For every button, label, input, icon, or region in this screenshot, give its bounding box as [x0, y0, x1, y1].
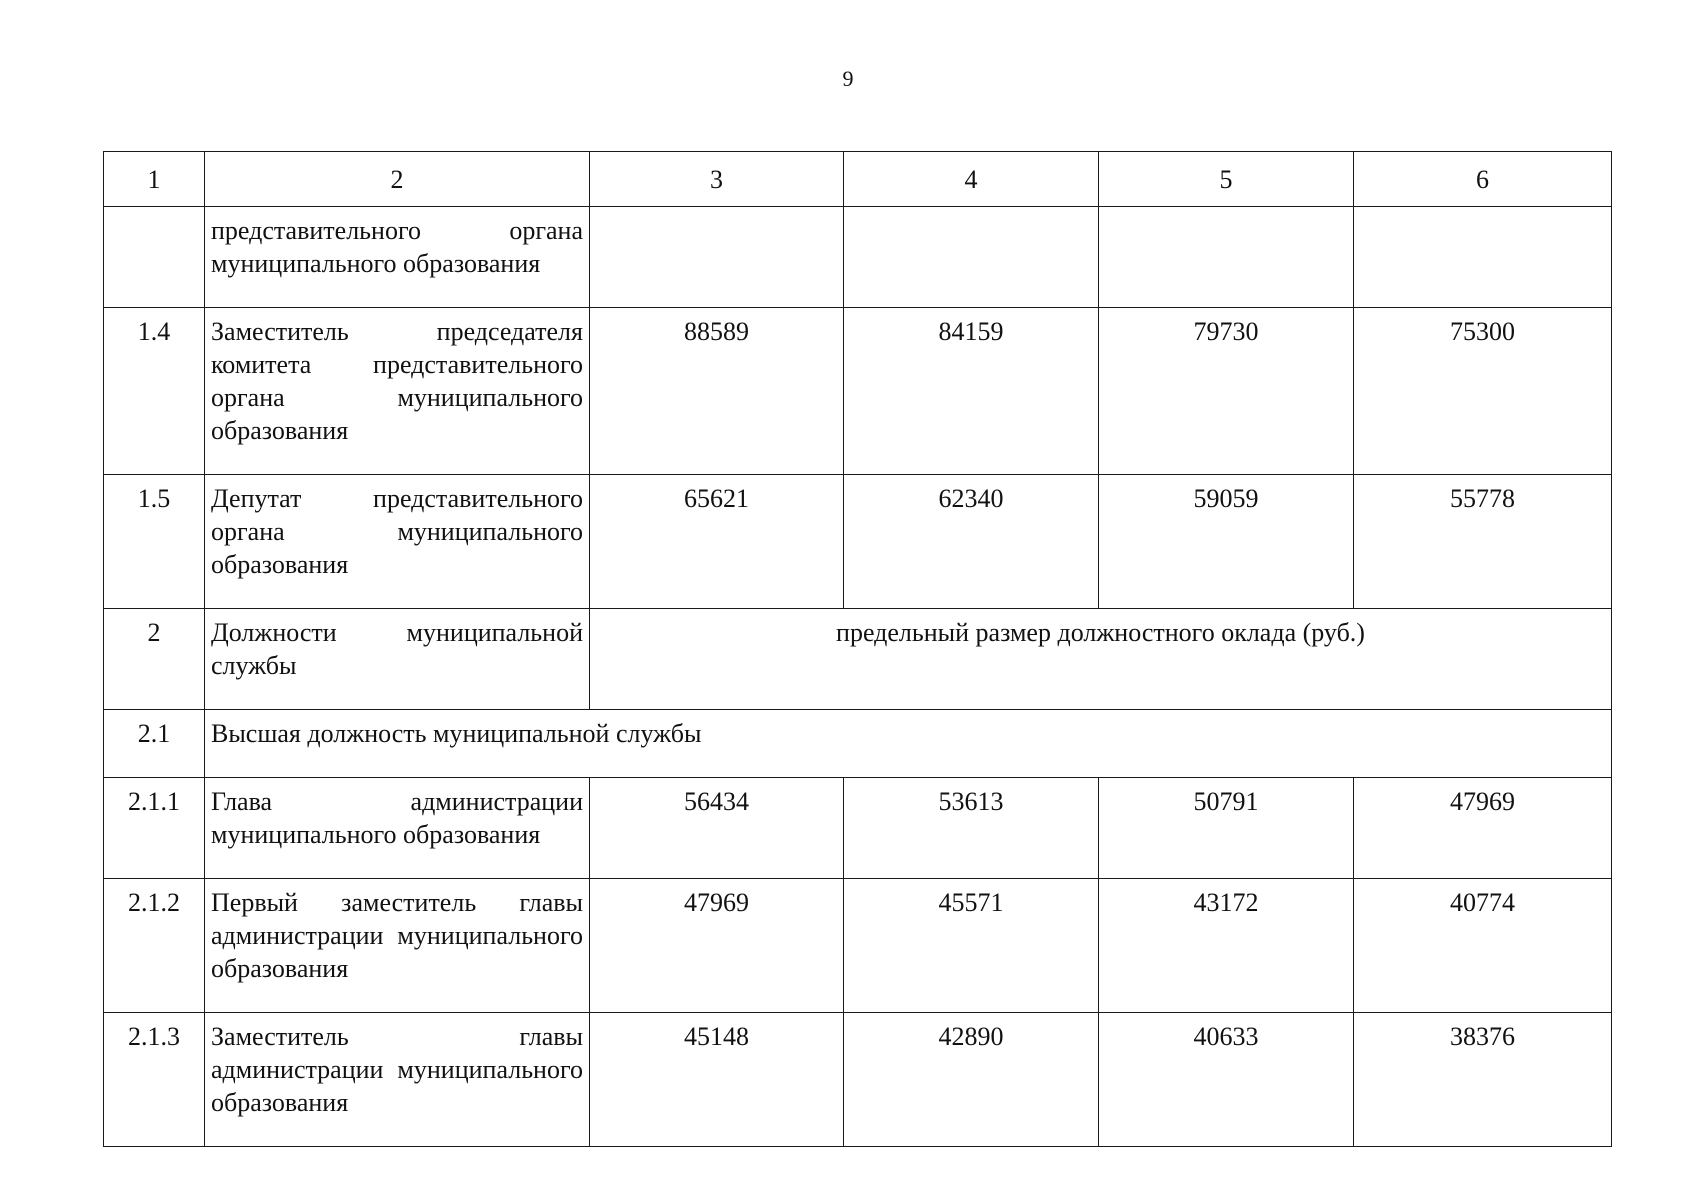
- value-cell: 79730: [1099, 308, 1354, 475]
- table-row: [104, 778, 1612, 879]
- header-cell: 5: [1099, 152, 1354, 207]
- row-number-cell: [104, 207, 205, 308]
- row-number-cell: 2: [104, 609, 205, 710]
- row-name-cell: Заместитель председателя комитета представительного органа муниципального образования: [205, 308, 590, 475]
- value-cell: 42890: [844, 1013, 1099, 1147]
- value-cell: 40633: [1099, 1013, 1354, 1147]
- value-cell: 45148: [590, 1013, 844, 1147]
- row-number-cell: 2.1.1: [104, 778, 205, 879]
- row-name-cell: Заместитель главы администрации муниципального образования: [205, 1013, 590, 1147]
- value-cell: 40774: [1354, 879, 1612, 1013]
- table-row: [104, 1013, 1612, 1147]
- value-cell: 75300: [1354, 308, 1612, 475]
- header-cell: 3: [590, 152, 844, 207]
- row-number-cell: 1.4: [104, 308, 205, 475]
- section-title-cell: Высшая должность муниципальной службы: [205, 710, 1612, 778]
- table-section-row: [104, 710, 1612, 778]
- value-cell: 88589: [590, 308, 844, 475]
- value-cell: 38376: [1354, 1013, 1612, 1147]
- value-cell: [590, 207, 844, 308]
- value-cell: 47969: [1354, 778, 1612, 879]
- value-cell: 59059: [1099, 475, 1354, 609]
- table-row: [104, 879, 1612, 1013]
- value-cell: 53613: [844, 778, 1099, 879]
- value-cell: 56434: [590, 778, 844, 879]
- table-row: [104, 308, 1612, 475]
- value-cell: [844, 207, 1099, 308]
- page-number: 9: [842, 66, 854, 91]
- row-name-cell: Депутат представительного органа муниципального образования: [205, 475, 590, 609]
- merged-note-cell: предельный размер должностного оклада (руб.): [590, 609, 1612, 710]
- value-cell: 45571: [844, 879, 1099, 1013]
- row-number-cell: 1.5: [104, 475, 205, 609]
- table-row: [104, 475, 1612, 609]
- header-cell: 2: [205, 152, 590, 207]
- value-cell: 55778: [1354, 475, 1612, 609]
- row-name-cell: Глава администрации муниципального образования: [205, 778, 590, 879]
- row-name-cell: Должности муниципальной службы: [205, 609, 590, 710]
- table-section-row: [104, 609, 1612, 710]
- header-cell: 4: [844, 152, 1099, 207]
- row-name-cell: Первый заместитель главы администрации муниципального образования: [205, 879, 590, 1013]
- row-name-cell: представительного органа муниципального образования: [205, 207, 590, 308]
- value-cell: 50791: [1099, 778, 1354, 879]
- value-cell: 84159: [844, 308, 1099, 475]
- table-row: [104, 207, 1612, 308]
- header-cell: 1: [104, 152, 205, 207]
- value-cell: 43172: [1099, 879, 1354, 1013]
- row-number-cell: 2.1.2: [104, 879, 205, 1013]
- value-cell: [1099, 207, 1354, 308]
- row-number-cell: 2.1: [104, 710, 205, 778]
- salary-table: [103, 151, 1612, 1147]
- value-cell: [1354, 207, 1612, 308]
- table-header-row: [104, 152, 1612, 207]
- value-cell: 62340: [844, 475, 1099, 609]
- value-cell: 47969: [590, 879, 844, 1013]
- header-cell: 6: [1354, 152, 1612, 207]
- row-number-cell: 2.1.3: [104, 1013, 205, 1147]
- value-cell: 65621: [590, 475, 844, 609]
